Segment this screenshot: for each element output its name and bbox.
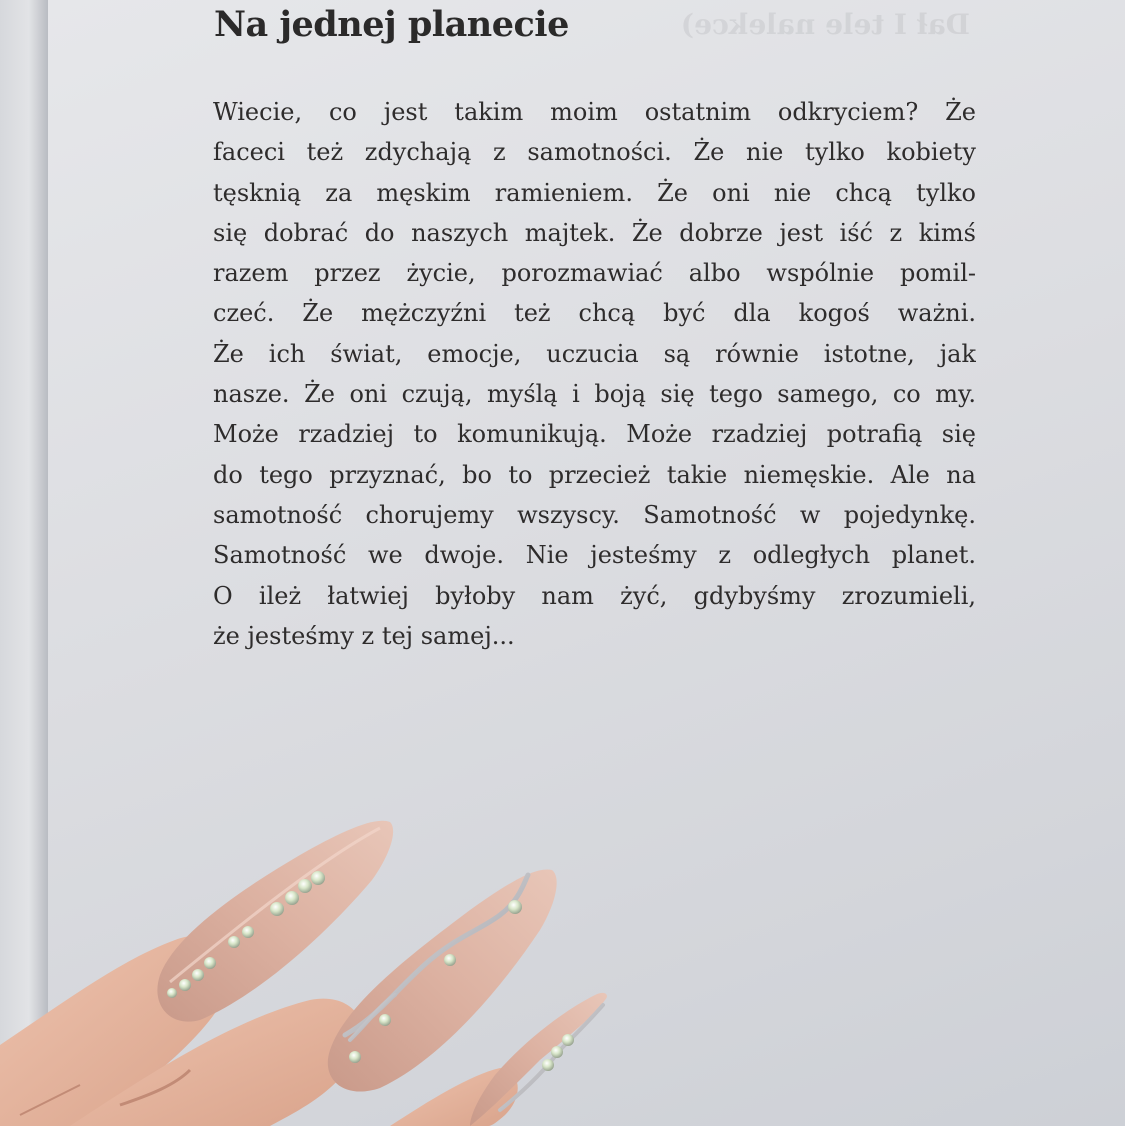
text-line: się dobrać do naszych majtek. Że dobrze jest iść z kimś — [213, 218, 976, 247]
chapter-title: Na jednej planecie — [214, 4, 569, 45]
nail-1 — [157, 821, 393, 1022]
text-line: do tego przyznać, bo to przecież takie niemęskie. Ale na — [213, 460, 976, 489]
text-line: samotność chorujemy wszyscy. Samotność w pojedynkę. — [213, 500, 976, 529]
text-line: Wiecie, co jest takim moim ostatnim odkryciem? Że — [213, 98, 976, 126]
text-line: Może rzadziej to komunikują. Może rzadziej potrafią się — [213, 420, 976, 449]
text-line: Samotność we dwoje. Nie jesteśmy z odległych planet. — [213, 541, 976, 570]
text-line: nasze. Że oni czują, myślą i boją się tego samego, co my. — [213, 380, 976, 409]
text-line: Że ich świat, emocje, uczucia są równie istotne, jak — [213, 339, 976, 368]
text-line: że jesteśmy z tej samej... — [213, 621, 515, 650]
show-through-heading: Dał I tele nalekce) — [680, 8, 970, 41]
text-line: faceci też zdychają z samotności. Że nie tylko kobiety — [213, 138, 976, 167]
nail-3 — [470, 993, 607, 1126]
text-line: razem przez życie, porozmawiać albo wspólnie pomil- — [213, 259, 976, 288]
text-line: tęsknią za męskim ramieniem. Że oni nie chcą tylko — [213, 178, 976, 207]
text-line: O ileż łatwiej byłoby nam żyć, gdybyśmy zrozumieli, — [213, 581, 976, 610]
text-line: czeć. Że mężczyźni też chcą być dla kogoś ważni. — [213, 299, 976, 328]
